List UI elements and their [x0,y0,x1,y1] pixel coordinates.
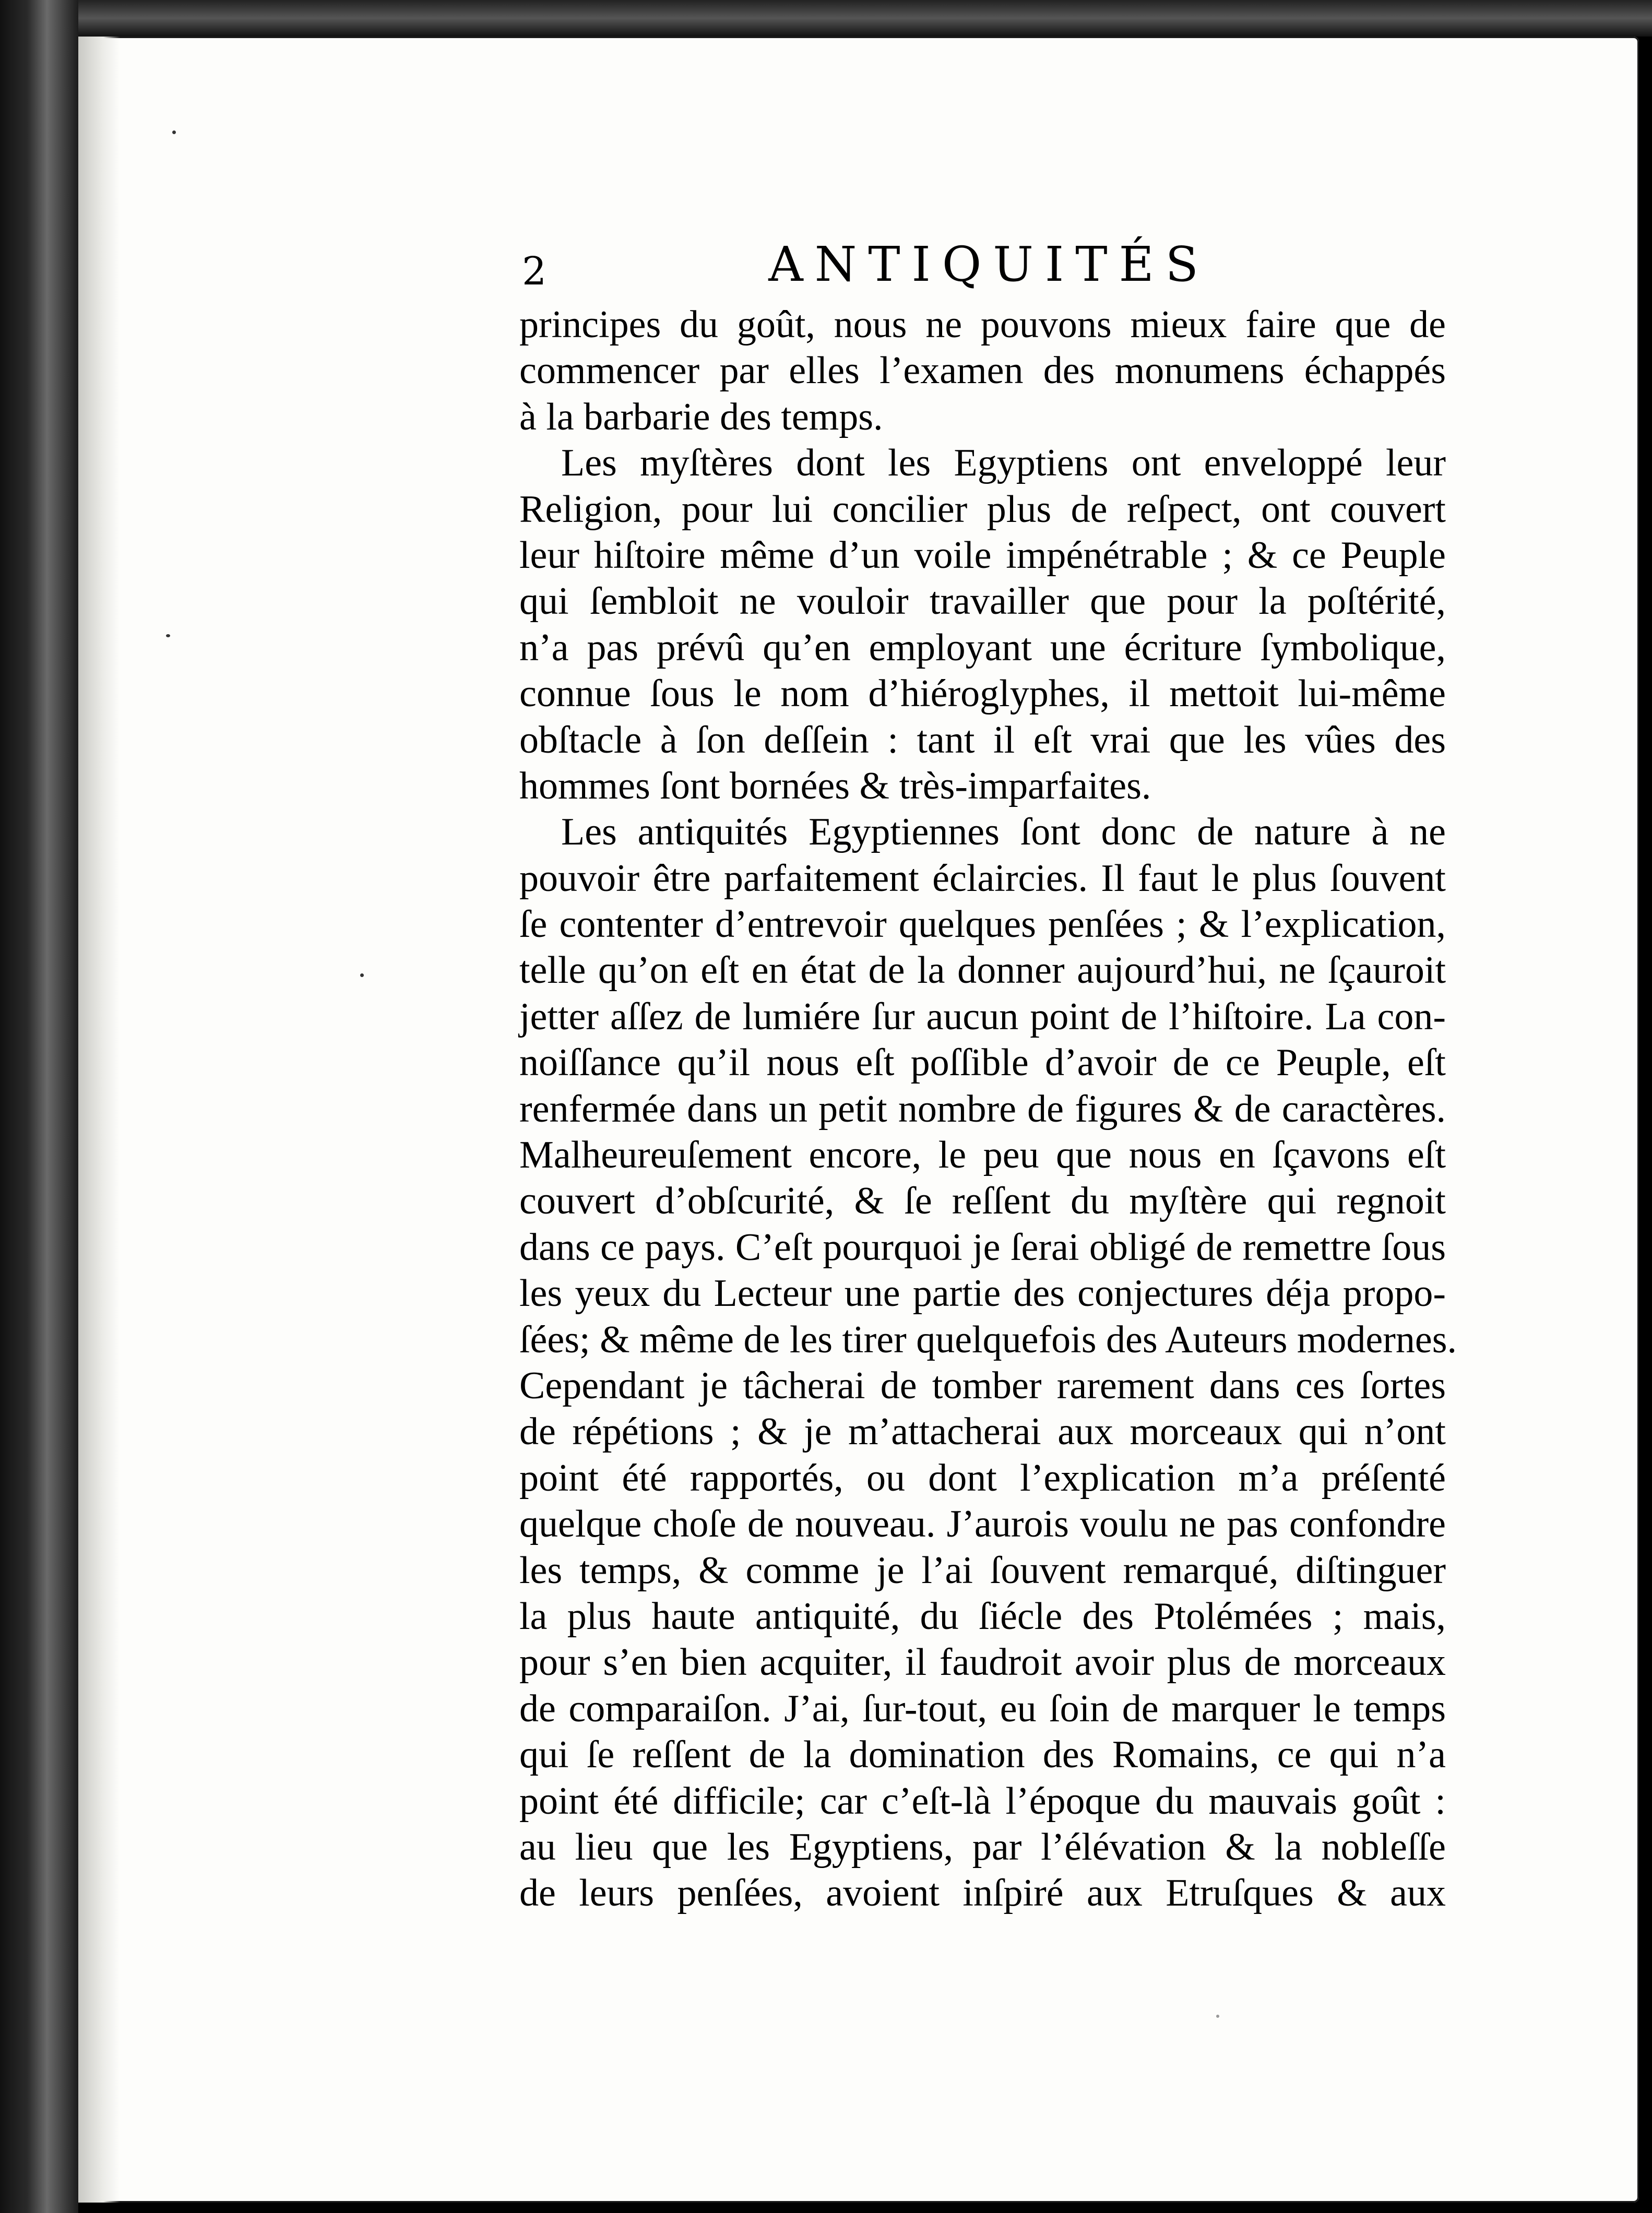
text-line: Religion, pour lui concilier plus de reſpect, ont couvert [519,487,1446,531]
text-line: de répétions ; & je m’attacherai aux morceaux qui n’ont [519,1410,1446,1454]
ink-speck [360,973,364,977]
text-line: à la barbarie des temps. [519,395,883,438]
page-gutter-shadow [78,37,120,2203]
text-line: de leurs penſées, avoient inſpiré aux Etruſques & aux [519,1872,1446,1915]
page-number: 2 [522,249,547,294]
running-title: ANTIQUITÉS [768,236,1210,292]
text-line: pour s’en bien acquiter, il faudroit avoir plus de morceaux [519,1641,1446,1684]
text-line: principes du goût, nous ne pouvons mieux faire que de [519,303,1446,346]
scan-left-border [0,0,78,2213]
text-line: Cependant je tâcherai de tomber rarement dans ces ſortes [519,1364,1446,1407]
scan-top-border [0,0,1652,37]
text-line: quelque choſe de nouveau. J’aurois voulu ne pas confondre [519,1503,1446,1546]
text-line: Les antiquités Egyptiennes ſont donc de nature à ne [561,811,1446,854]
text-line: hommes ſont bornées & très-imparfaites. [519,764,1151,807]
text-line: connue ſous le nom d’hiéroglyphes, il mettoit lui-même [519,672,1446,716]
text-line: les yeux du Lecteur une partie des conjectures déja propo- [519,1272,1446,1315]
text-line: qui ſe reſſent de la domination des Romains, ce qui n’a [519,1733,1446,1777]
text-line: telle qu’on eſt en état de la donner aujourd’hui, ne ſçauroit [519,949,1446,992]
text-line: la plus haute antiquité, du ſiécle des Ptolémées ; mais, [519,1595,1446,1638]
ink-speck [166,634,170,637]
text-line: n’a pas prévû qu’en employant une écriture ſymbolique, [519,626,1446,669]
text-line: couvert d’obſcurité, & ſe reſſent du myſtère qui regnoit [519,1180,1446,1223]
ink-speck [1216,2015,1219,2018]
text-line: pouvoir être parfaitement éclaircies. Il faut le plus ſouvent [519,856,1446,900]
text-line: noiſſance qu’il nous eſt poſſible d’avoir de ce Peuple, eſt [519,1041,1446,1085]
text-line: ſe contenter d’entrevoir quelques penſées ; & l’explication, [519,903,1446,946]
text-line: qui ſembloit ne vouloir travailler que pour la poſtérité, [519,580,1446,623]
text-line: point été rapportés, ou dont l’explication m’a préſenté [519,1456,1446,1500]
text-line: Malheureuſement encore, le peu que nous en ſçavons eſt [519,1134,1446,1177]
body-text [519,302,1457,1917]
text-line: point été difficile; car c’eſt-là l’époque du mauvais goût : [519,1779,1446,1823]
text-line: les temps, & comme je l’ai ſouvent remarqué, diſtinguer [519,1549,1446,1592]
text-line: ſées; & même de les tirer quelquefois des Auteurs modernes. [519,1318,1457,1361]
text-line: leur hiſtoire même d’un voile impénétrable ; & ce Peuple [519,533,1446,577]
text-line: renfermée dans un petit nombre de figures & de caractères. [519,1087,1446,1131]
ink-speck [172,130,176,134]
text-line: commencer par elles l’examen des monumens échappés [519,349,1446,392]
text-line: Les myſtères dont les Egyptiens ont enveloppé leur [561,442,1446,485]
text-line: jetter aſſez de lumiére ſur aucun point de l’hiſtoire. La con- [519,995,1446,1038]
running-header [512,237,1467,300]
text-line: au lieu que les Egyptiens, par l’élévation & la nobleſſe [519,1825,1446,1869]
text-line: dans ce pays. C’eſt pourquoi je ſerai obligé de remettre ſous [519,1226,1446,1269]
text-line: obſtacle à ſon deſſein : tant il eſt vrai que les vûes des [519,718,1446,762]
text-line: de comparaiſon. J’ai, ſur-tout, eu ſoin de marquer le temps [519,1687,1446,1730]
